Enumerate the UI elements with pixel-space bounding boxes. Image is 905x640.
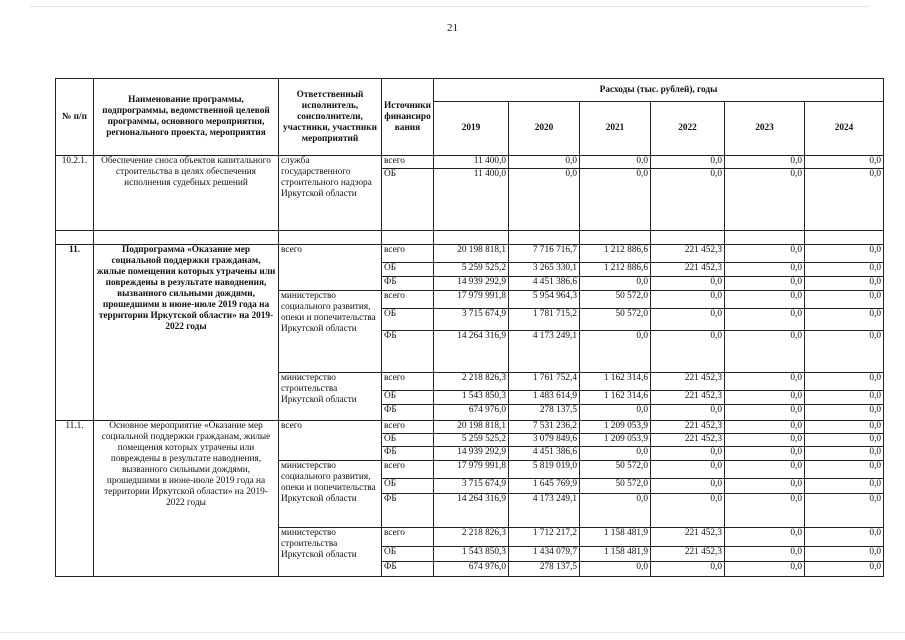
table-header — [56, 79, 884, 156]
cell-value: 0,0 — [580, 169, 651, 231]
cell-value: 11 400,0 — [434, 169, 509, 231]
cell-value: 4 451 386,6 — [509, 447, 580, 461]
cell-value: 1 543 850,3 — [434, 547, 509, 562]
spacer-cell — [580, 231, 651, 245]
cell-value: 0,0 — [725, 405, 805, 421]
cell-value: 0,0 — [651, 277, 725, 291]
cell-value: 0,0 — [725, 562, 805, 577]
cell-value: 0,0 — [805, 291, 884, 309]
cell-value: 0,0 — [725, 447, 805, 461]
header-expenses: Расходы (тыс. рублей), годы — [434, 79, 884, 102]
header-year: 2019 — [434, 102, 509, 156]
scan-artifact-top — [30, 6, 870, 7]
cell-value: 0,0 — [509, 169, 580, 231]
row-code: 10.2.1. — [56, 156, 94, 231]
cell-value: 0,0 — [651, 169, 725, 231]
cell-value: 0,0 — [805, 528, 884, 547]
scan-artifact-bottom — [0, 632, 905, 633]
cell-value: 221 452,3 — [651, 373, 725, 391]
cell-value: 278 137,5 — [509, 562, 580, 577]
cell-value: 0,0 — [805, 373, 884, 391]
cell-value: 4 451 386,6 — [509, 277, 580, 291]
row-source: ФБ — [382, 447, 434, 461]
cell-value: 5 954 964,3 — [509, 291, 580, 309]
cell-value: 20 198 818,1 — [434, 245, 509, 263]
cell-value: 0,0 — [651, 562, 725, 577]
cell-value: 0,0 — [805, 547, 884, 562]
cell-value: 0,0 — [805, 391, 884, 405]
header-year: 2022 — [651, 102, 725, 156]
spacer-cell — [382, 231, 434, 245]
row-source: ОБ — [382, 391, 434, 405]
cell-value: 5 819 019,0 — [509, 461, 580, 479]
cell-value: 0,0 — [580, 277, 651, 291]
table-row — [56, 421, 884, 434]
cell-value: 0,0 — [725, 169, 805, 231]
cell-value: 0,0 — [580, 562, 651, 577]
cell-value: 17 979 991,8 — [434, 461, 509, 479]
cell-value: 1 543 850,3 — [434, 391, 509, 405]
cell-value: 0,0 — [805, 309, 884, 331]
row-code: 11.1. — [56, 421, 94, 577]
cell-value: 14 939 292,9 — [434, 447, 509, 461]
row-name: Обеспечение сноса объектов капитального строительства в целях обеспечения исполнения судебных решений — [94, 156, 279, 231]
row-source: всего — [382, 528, 434, 547]
row-source: ФБ — [382, 277, 434, 291]
cell-value: 278 137,5 — [509, 405, 580, 421]
header-name: Наименование программы, подпрограммы, ведомственной целевой программы, основного мероприятия, регионального проекта, мероприятия — [94, 79, 279, 156]
cell-value: 0,0 — [580, 494, 651, 528]
header-year: 2023 — [725, 102, 805, 156]
cell-value: 0,0 — [509, 156, 580, 169]
cell-value: 1 212 886,6 — [580, 245, 651, 263]
row-responsible: служба государственного строительного надзора Иркутской области — [279, 156, 382, 231]
cell-value: 4 173 249,1 — [509, 331, 580, 373]
cell-value: 1 483 614,9 — [509, 391, 580, 405]
cell-value: 221 452,3 — [651, 245, 725, 263]
cell-value: 0,0 — [725, 373, 805, 391]
cell-value: 0,0 — [805, 562, 884, 577]
cell-value: 0,0 — [805, 331, 884, 373]
cell-value: 0,0 — [725, 156, 805, 169]
cell-value: 0,0 — [725, 309, 805, 331]
row-responsible: министерство строительства Иркутской области — [279, 373, 382, 421]
row-source: всего — [382, 156, 434, 169]
cell-value: 0,0 — [725, 331, 805, 373]
cell-value: 2 218 826,3 — [434, 373, 509, 391]
spacer-cell — [725, 231, 805, 245]
cell-value: 0,0 — [725, 494, 805, 528]
cell-value: 0,0 — [651, 447, 725, 461]
cell-value: 0,0 — [805, 245, 884, 263]
cell-value: 1 212 886,6 — [580, 263, 651, 277]
cell-value: 0,0 — [580, 331, 651, 373]
row-source: ФБ — [382, 405, 434, 421]
row-source: всего — [382, 421, 434, 434]
spacer-cell — [279, 231, 382, 245]
cell-value: 221 452,3 — [651, 547, 725, 562]
header-year: 2021 — [580, 102, 651, 156]
cell-value: 0,0 — [725, 461, 805, 479]
cell-value: 0,0 — [580, 156, 651, 169]
row-source: ОБ — [382, 434, 434, 447]
cell-value: 1 158 481,9 — [580, 547, 651, 562]
row-source: всего — [382, 291, 434, 309]
cell-value: 0,0 — [651, 405, 725, 421]
cell-value: 0,0 — [725, 263, 805, 277]
cell-value: 14 264 316,9 — [434, 331, 509, 373]
cell-value: 1 158 481,9 — [580, 528, 651, 547]
spacer-cell — [651, 231, 725, 245]
cell-value: 50 572,0 — [580, 479, 651, 494]
row-source: ФБ — [382, 562, 434, 577]
cell-value: 0,0 — [805, 421, 884, 434]
cell-value: 0,0 — [805, 169, 884, 231]
cell-value: 0,0 — [805, 263, 884, 277]
cell-value: 0,0 — [651, 479, 725, 494]
row-source: ОБ — [382, 263, 434, 277]
cell-value: 0,0 — [805, 479, 884, 494]
cell-value: 0,0 — [651, 309, 725, 331]
cell-value: 0,0 — [725, 421, 805, 434]
spacer-cell — [509, 231, 580, 245]
cell-value: 50 572,0 — [580, 291, 651, 309]
cell-value: 14 264 316,9 — [434, 494, 509, 528]
cell-value: 0,0 — [651, 461, 725, 479]
cell-value: 0,0 — [805, 494, 884, 528]
cell-value: 5 259 525,2 — [434, 434, 509, 447]
cell-value: 4 173 249,1 — [509, 494, 580, 528]
header-num: № п/п — [56, 79, 94, 156]
page-number: 21 — [447, 22, 458, 34]
cell-value: 0,0 — [725, 547, 805, 562]
cell-value: 1 781 715,2 — [509, 309, 580, 331]
cell-value: 0,0 — [651, 156, 725, 169]
header-responsible: Ответственный исполнитель, соисполнители, участники, участники мероприятий — [279, 79, 382, 156]
cell-value: 1 209 053,9 — [580, 421, 651, 434]
header-year: 2024 — [805, 102, 884, 156]
cell-value: 0,0 — [805, 277, 884, 291]
cell-value: 0,0 — [805, 156, 884, 169]
row-source: всего — [382, 461, 434, 479]
spacer-cell — [434, 231, 509, 245]
cell-value: 1 761 752,4 — [509, 373, 580, 391]
row-source: ФБ — [382, 331, 434, 373]
cell-value: 0,0 — [805, 434, 884, 447]
cell-value: 221 452,3 — [651, 421, 725, 434]
cell-value: 0,0 — [580, 405, 651, 421]
cell-value: 0,0 — [805, 447, 884, 461]
cell-value: 0,0 — [805, 405, 884, 421]
cell-value: 7 531 236,2 — [509, 421, 580, 434]
cell-value: 2 218 826,3 — [434, 528, 509, 547]
cell-value: 0,0 — [725, 245, 805, 263]
spacer-cell — [805, 231, 884, 245]
cell-value: 0,0 — [725, 479, 805, 494]
cell-value: 3 265 330,1 — [509, 263, 580, 277]
row-code: 11. — [56, 245, 94, 421]
cell-value: 11 400,0 — [434, 156, 509, 169]
row-source: ОБ — [382, 169, 434, 231]
cell-value: 221 452,3 — [651, 391, 725, 405]
cell-value: 3 715 674,9 — [434, 479, 509, 494]
cell-value: 0,0 — [580, 447, 651, 461]
cell-value: 0,0 — [651, 494, 725, 528]
cell-value: 221 452,3 — [651, 528, 725, 547]
row-source: ОБ — [382, 309, 434, 331]
cell-value: 0,0 — [725, 391, 805, 405]
row-responsible: министерство социального развития, опеки и попечительства Иркутской области — [279, 461, 382, 528]
cell-value: 1 162 314,6 — [580, 373, 651, 391]
cell-value: 17 979 991,8 — [434, 291, 509, 309]
cell-value: 221 452,3 — [651, 263, 725, 277]
cell-value: 674 976,0 — [434, 562, 509, 577]
row-source: ОБ — [382, 479, 434, 494]
row-responsible: всего — [279, 421, 382, 461]
cell-value: 0,0 — [651, 291, 725, 309]
cell-value: 5 259 525,2 — [434, 263, 509, 277]
row-source: всего — [382, 373, 434, 391]
cell-value: 0,0 — [651, 331, 725, 373]
row-responsible: министерство строительства Иркутской области — [279, 528, 382, 577]
row-source: ОБ — [382, 547, 434, 562]
cell-value: 7 716 716,7 — [509, 245, 580, 263]
cell-value: 3 079 849,6 — [509, 434, 580, 447]
row-responsible: всего — [279, 245, 382, 291]
row-name: Подпрограмма «Оказание мер социальной поддержки гражданам, жилые помещения которых утрачены или повреждены в результате наводнения, вызванного сильными дождями, прошедшими в июне-июле 2019 года на территории Иркутской области» на 2019-2022 годы — [94, 245, 279, 421]
cell-value: 1 209 053,9 — [580, 434, 651, 447]
header-year: 2020 — [509, 102, 580, 156]
table-body — [56, 156, 884, 577]
row-source: ФБ — [382, 494, 434, 528]
cell-value: 0,0 — [805, 461, 884, 479]
cell-value: 50 572,0 — [580, 461, 651, 479]
cell-value: 0,0 — [725, 434, 805, 447]
cell-value: 0,0 — [725, 528, 805, 547]
cell-value: 221 452,3 — [651, 434, 725, 447]
table-row — [56, 156, 884, 169]
spacer-cell — [56, 231, 94, 245]
cell-value: 20 198 818,1 — [434, 421, 509, 434]
cell-value: 0,0 — [725, 291, 805, 309]
table-row — [56, 245, 884, 263]
budget-table — [55, 78, 884, 577]
cell-value: 674 976,0 — [434, 405, 509, 421]
cell-value: 50 572,0 — [580, 309, 651, 331]
cell-value: 0,0 — [725, 277, 805, 291]
row-responsible: министерство социального развития, опеки и попечительства Иркутской области — [279, 291, 382, 373]
cell-value: 1 645 769,9 — [509, 479, 580, 494]
row-name: Основное мероприятие «Оказание мер социальной поддержки гражданам, жилые помещения которых утрачены или повреждены в результате наводнения, вызванного сильными дождями, прошедшими в июне-июле 2019 года на территории Иркутской области» на 2019-2022 годы — [94, 421, 279, 577]
cell-value: 14 939 292,9 — [434, 277, 509, 291]
row-source: всего — [382, 245, 434, 263]
cell-value: 1 434 079,7 — [509, 547, 580, 562]
cell-value: 1 162 314,6 — [580, 391, 651, 405]
spacer-cell — [94, 231, 279, 245]
cell-value: 1 712 217,2 — [509, 528, 580, 547]
header-source: Источники финансиро вания — [382, 79, 434, 156]
spacer-row — [56, 231, 884, 245]
cell-value: 3 715 674,9 — [434, 309, 509, 331]
